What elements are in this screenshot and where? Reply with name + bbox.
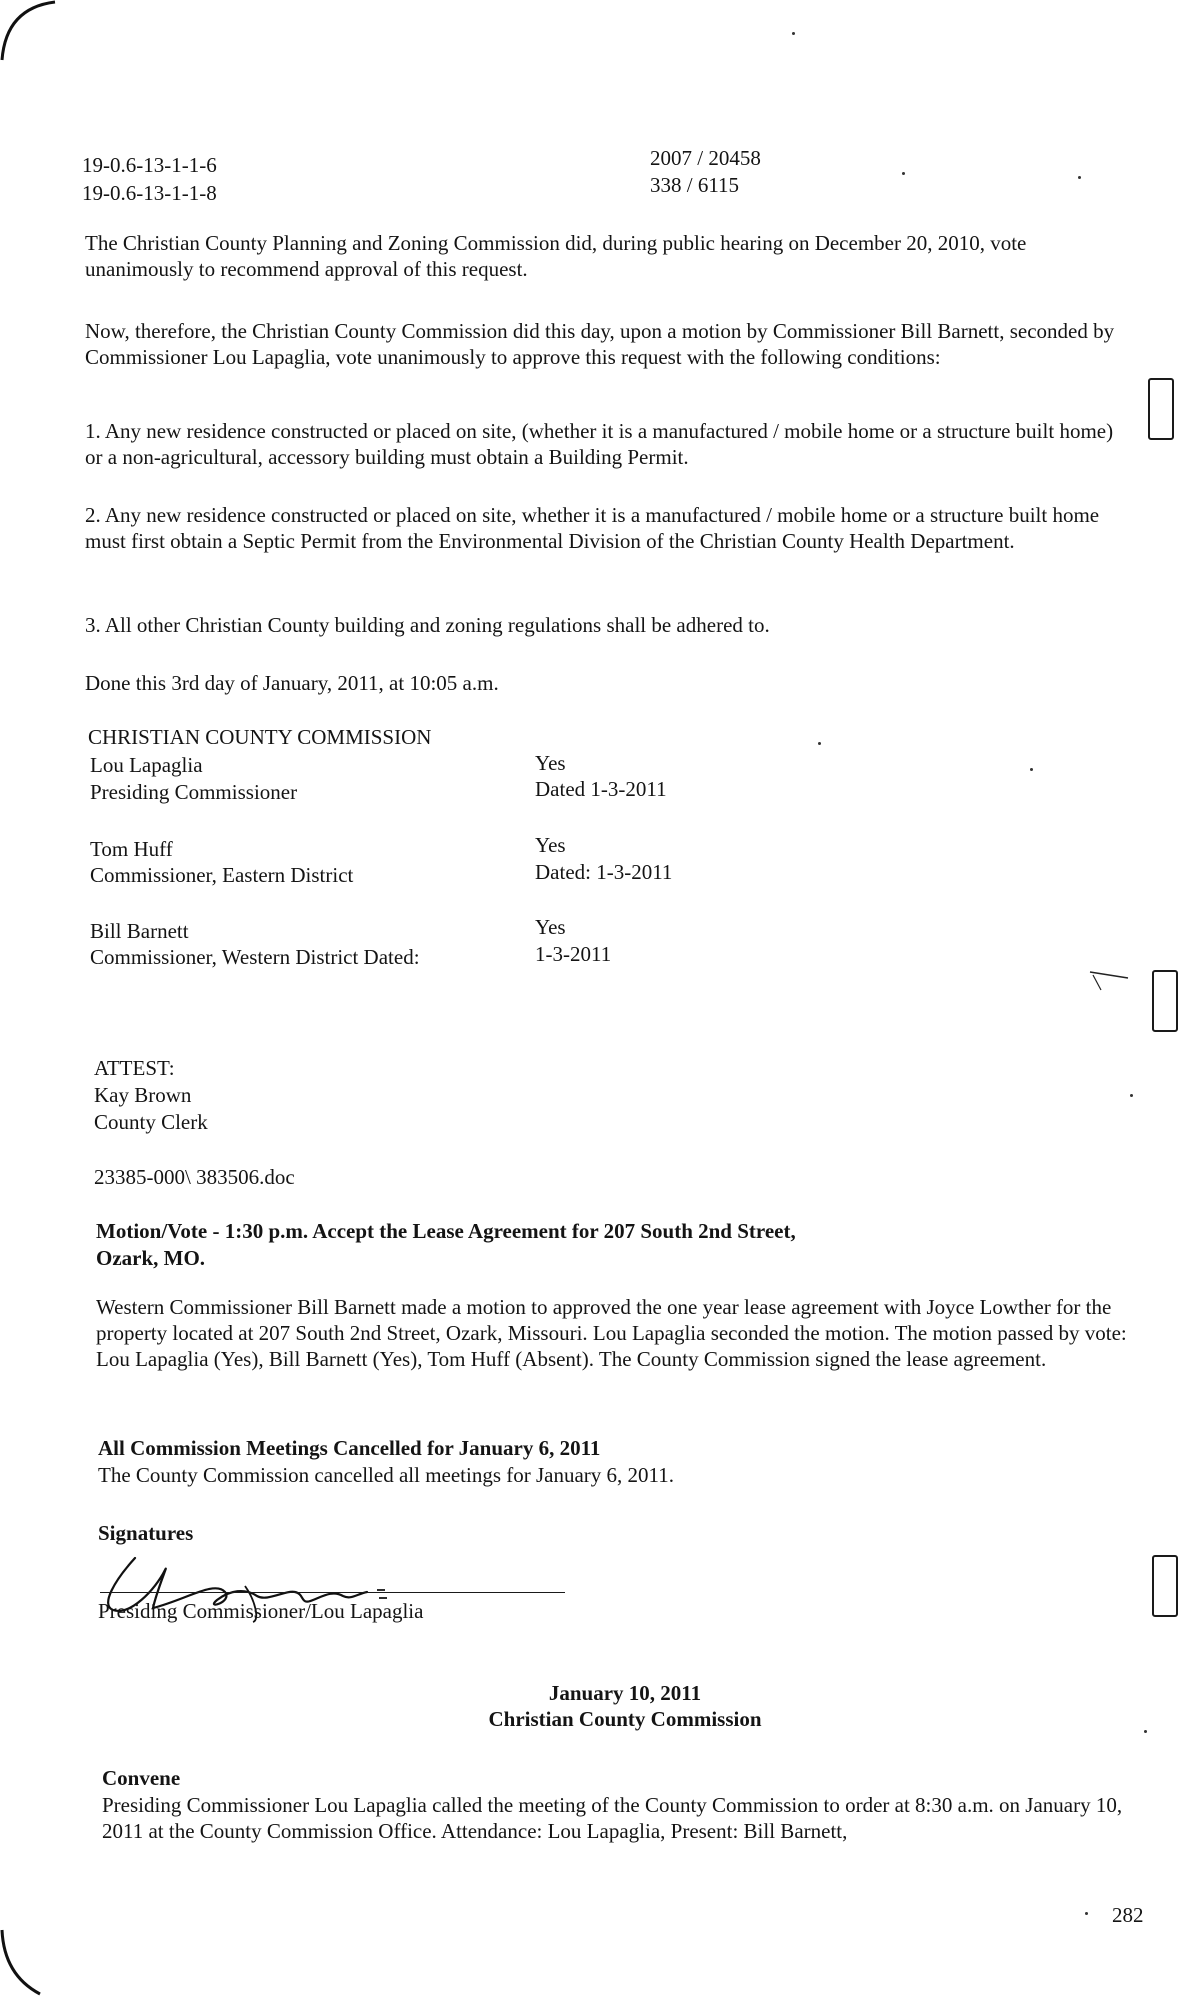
member-name: Tom Huff <box>90 837 173 861</box>
signature-line <box>100 1592 565 1593</box>
convene-body: Presiding Commissioner Lou Lapaglia called the meeting of the County Commission to order at 8:30 a.m. on January 10, 2011 at the County Commission Office. Attendance: Lou Lapaglia, Present: Bill Barnett, <box>102 1793 1123 1843</box>
member-dated: Dated 1-3-2011 <box>535 777 667 801</box>
scan-speck <box>818 742 821 745</box>
attest-name: Kay Brown <box>94 1083 192 1107</box>
signature-line-label: Presiding Commissioner/Lou Lapaglia <box>98 1599 424 1623</box>
member-name: Bill Barnett <box>90 919 189 943</box>
attest-label: ATTEST: <box>94 1056 175 1080</box>
member-title: Presiding Commissioner <box>90 780 298 804</box>
signatures-heading: Signatures <box>98 1521 194 1545</box>
cancelled-heading: All Commission Meetings Cancelled for January 6, 2011 <box>98 1436 601 1460</box>
book-page-ref-1: 2007 / 20458 <box>650 146 761 170</box>
parcel-number-2: 19-0.6-13-1-1-8 <box>82 181 217 205</box>
motion-body: Western Commissioner Bill Barnett made a motion to approved the one year lease agreement with Joyce Lowther for the property located at 207 South 2nd Street, Ozark, Missouri. Lou Lapaglia seconded the motion. The motion passed by vote: Lou Lapaglia (Yes), Bill Barnett (Yes), Tom Huff (Absent). The County Commission signed the lease agreement. <box>96 1295 1127 1371</box>
motion-heading-line2: Ozark, MO. <box>96 1246 206 1270</box>
scan-speck <box>1085 1912 1088 1915</box>
member-vote: Yes <box>535 915 566 939</box>
member-title: Commissioner, Eastern District <box>90 863 354 887</box>
scan-speck <box>1030 768 1033 771</box>
scan-speck <box>902 172 905 175</box>
member-name: Lou Lapaglia <box>90 753 203 777</box>
motion-heading: Motion/Vote - 1:30 p.m. Accept the Lease Agreement for 207 South 2nd Street, <box>96 1219 796 1243</box>
book-page-ref-2: 338 / 6115 <box>650 173 740 197</box>
planning-commission-paragraph: The Christian County Planning and Zoning Commission did, during public hearing on December 20, 2010, vote unanimously to recommend approval of this request. <box>85 231 1027 281</box>
member-dated: 1-3-2011 <box>535 942 612 966</box>
member-title: Commissioner, Western District Dated: <box>90 945 420 969</box>
done-date-line: Done this 3rd day of January, 2011, at 10:05 a.m. <box>85 671 499 695</box>
condition-3: 3. All other Christian County building and zoning regulations shall be adhered to. <box>85 613 770 637</box>
binder-tab-1 <box>1148 378 1174 440</box>
member-dated: Dated: 1-3-2011 <box>535 860 673 884</box>
scan-speck <box>792 32 795 35</box>
meeting-body-heading: Christian County Commission <box>488 1707 762 1731</box>
scan-speck <box>1130 1094 1133 1097</box>
cancelled-body: The County Commission cancelled all meetings for January 6, 2011. <box>98 1463 675 1487</box>
document-reference: 23385-000\ 383506.doc <box>94 1165 295 1189</box>
scan-speck <box>1078 176 1081 179</box>
convene-heading: Convene <box>102 1766 181 1790</box>
page-number: 282 <box>1112 1903 1144 1927</box>
parcel-number-1: 19-0.6-13-1-1-6 <box>82 153 217 177</box>
member-vote: Yes <box>535 751 566 775</box>
commission-heading: CHRISTIAN COUNTY COMMISSION <box>88 725 432 749</box>
attest-title: County Clerk <box>94 1110 208 1134</box>
binder-tab-2 <box>1152 970 1178 1032</box>
member-vote: Yes <box>535 833 566 857</box>
binder-tab-3 <box>1152 1555 1178 1617</box>
condition-1: 1. Any new residence constructed or placed on site, (whether it is a manufactured / mobile home or a structure built home) or a non-agricultural, accessory building must obtain a Building Permit. <box>85 419 1114 469</box>
condition-2: 2. Any new residence constructed or placed on site, whether it is a manufactured / mobile home or a structure built home must first obtain a Septic Permit from the Environmental Division of the Christian County Health Department. <box>85 503 1100 553</box>
meeting-date-heading: January 10, 2011 <box>548 1681 702 1705</box>
approval-paragraph: Now, therefore, the Christian County Commission did this day, upon a motion by Commissioner Bill Barnett, seconded by Commissioner Lou Lapaglia, vote unanimously to approve this request with the following conditions: <box>85 319 1115 369</box>
